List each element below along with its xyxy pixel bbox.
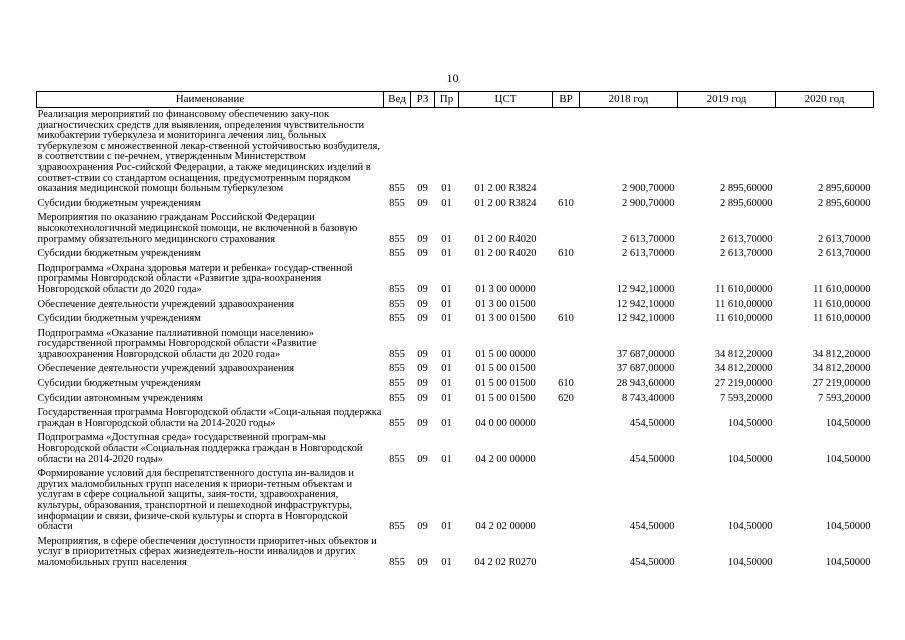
row-ved-cell: 855	[389, 313, 405, 325]
row-2018-cell: 8 743,40000	[622, 392, 675, 404]
row-rz-cell: 09	[417, 283, 428, 295]
row-2020-cell: 27 219,00000	[812, 378, 871, 390]
row-cst-cell: 01 5 00 01500	[475, 363, 536, 375]
row-pr-cell: 01	[441, 197, 452, 209]
row-ved-cell: 855	[389, 197, 405, 209]
row-2020-cell: 104,50000	[825, 521, 871, 533]
table-header	[37, 92, 874, 108]
row-pr-cell: 01	[441, 453, 452, 465]
row-2019-cell: 104,50000	[727, 521, 773, 533]
row-vr-cell: 610	[558, 378, 574, 390]
row-2018-cell: 2 900,70000	[622, 183, 675, 195]
row-ved-cell: 855	[389, 378, 405, 390]
row-pr-cell: 01	[441, 556, 452, 568]
row-pr-cell: 01	[441, 348, 452, 360]
table-row	[37, 362, 874, 377]
column-header-ved: Вед	[384, 92, 411, 108]
table-row	[37, 392, 874, 407]
row-ved-cell: 855	[389, 363, 405, 375]
column-header-2018: 2018 год	[580, 92, 678, 108]
row-2018-cell: 454,50000	[629, 556, 675, 568]
column-header-2020: 2020 год	[776, 92, 874, 108]
row-2019-cell: 11 610,00000	[715, 313, 773, 325]
row-cst-cell: 01 2 00 R4020	[474, 233, 537, 245]
row-2018-cell: 28 943,60000	[616, 378, 675, 390]
row-2018-cell: 2 613,70000	[622, 233, 675, 245]
row-2019-cell: 104,50000	[727, 417, 773, 429]
row-ved-cell: 855	[389, 453, 405, 465]
row-rz-cell: 09	[417, 197, 428, 209]
row-2019-cell: 11 610,00000	[715, 298, 773, 310]
row-ved-cell: 855	[389, 298, 405, 310]
row-2019-cell: 2 895,60000	[720, 183, 773, 195]
row-name-cell: Подпрограмма «Доступная среда» государственной програм-мы Новгородской области «Социальная поддержка граждан в Новгородской области на 2014-2020 годы»	[37, 432, 363, 465]
row-2019-cell: 34 812,20000	[714, 363, 773, 375]
row-cst-cell: 01 2 00 R3824	[474, 183, 537, 195]
row-cst-cell: 01 2 00 R3824	[474, 197, 537, 209]
table-row	[37, 467, 874, 535]
row-ved-cell: 855	[389, 556, 405, 568]
table-row	[37, 535, 874, 571]
row-2019-cell: 34 812,20000	[714, 348, 773, 360]
row-rz-cell: 09	[417, 378, 428, 390]
row-cst-cell: 04 2 02 R0270	[474, 556, 537, 568]
table-row	[37, 108, 874, 197]
row-name-cell: Государственная программа Новгородской области «Соци-альная поддержка граждан в Новгородской области на 2014-2020 годы»	[37, 407, 382, 429]
row-2020-cell: 11 610,00000	[813, 313, 871, 325]
row-2019-cell: 104,50000	[727, 556, 773, 568]
row-vr-cell	[553, 211, 580, 247]
row-ved-cell: 855	[389, 248, 405, 260]
row-cst-cell: 01 3 00 01500	[475, 298, 536, 310]
column-header-pr: Пр	[435, 92, 459, 108]
row-vr-cell	[553, 108, 580, 197]
row-ved-cell: 855	[389, 283, 405, 295]
row-ved-cell: 855	[389, 183, 405, 195]
row-pr-cell: 01	[441, 378, 452, 390]
row-pr-cell: 01	[441, 183, 452, 195]
row-2018-cell: 454,50000	[629, 521, 675, 533]
row-vr-cell	[553, 406, 580, 431]
row-2018-cell: 454,50000	[629, 453, 675, 465]
table-row	[37, 247, 874, 262]
row-2018-cell: 2 613,70000	[622, 248, 675, 260]
row-2020-cell: 2 613,70000	[818, 248, 871, 260]
row-2018-cell: 12 942,10000	[616, 298, 675, 310]
row-cst-cell: 01 3 00 00000	[475, 283, 536, 295]
page-number: 10	[446, 71, 459, 85]
row-2020-cell: 104,50000	[825, 417, 871, 429]
row-2020-cell: 2 895,60000	[818, 183, 871, 195]
row-2019-cell: 2 895,60000	[720, 197, 773, 209]
row-name-cell: Формирование условий для беспрепятственного доступа ин-валидов и других маломобильных групп населения к приори-тетным объектам и услугам в сфере социальной защиты, заня-тости, здравоохранения, культуры, образования, транспортной и пешеходной инфраструктуры, информации и связи, физиче-ской культуры и спорта в Новгородской области	[37, 468, 354, 533]
table-row	[37, 406, 874, 431]
row-vr-cell	[553, 535, 580, 571]
row-name-cell: Подпрограмма «Охрана здоровья матери и ребенка» государ-ственной программы Новгородской области «Развитие здра-воохранения Новгородской области до 2020 года»	[37, 262, 353, 295]
row-2018-cell: 2 900,70000	[622, 197, 675, 209]
row-2020-cell: 34 812,20000	[812, 348, 871, 360]
table-row	[37, 431, 874, 467]
row-vr-cell	[553, 431, 580, 467]
row-name-cell: Субсидии бюджетным учреждениям	[37, 197, 201, 209]
row-2020-cell: 2 613,70000	[818, 233, 871, 245]
row-rz-cell: 09	[417, 183, 428, 195]
row-name-cell: Подпрограмма «Оказание паллиативной помощи населению» государственной программы Новгородской области «Развитие здравоохранения Новгородской области до 2020 года»	[37, 327, 317, 360]
row-name-cell: Субсидии бюджетным учреждениям	[37, 313, 201, 325]
row-rz-cell: 09	[417, 248, 428, 260]
row-vr-cell	[553, 298, 580, 313]
row-pr-cell: 01	[441, 363, 452, 375]
table-row	[37, 312, 874, 327]
table-row	[37, 298, 874, 313]
row-pr-cell: 01	[441, 298, 452, 310]
table-row	[37, 377, 874, 392]
row-2019-cell: 2 613,70000	[720, 233, 773, 245]
row-cst-cell: 04 2 00 00000	[475, 453, 536, 465]
row-pr-cell: 01	[441, 521, 452, 533]
row-ved-cell: 855	[389, 348, 405, 360]
row-pr-cell: 01	[441, 417, 452, 429]
row-name-cell: Реализация мероприятий по финансовому обеспечению заку-пок диагностических средств для выявления, определения чувствительности микобактерии туберкулеза и мониторинга лечения лиц, больных туберкулезом с множественной лекар-ственной устойчивостью возбудителя, в соответствии с пе-речнем, утвержденным Министерством здравоохранения Рос-сийской Федерации, а также медицинских изделий в соответ-ствии со стандартом оснащения, предусмотренным порядком оказания медицинской помощи больным туберкулезом	[37, 109, 381, 195]
row-rz-cell: 09	[417, 392, 428, 404]
row-name-cell: Субсидии автономным учреждениям	[37, 392, 203, 404]
row-2018-cell: 12 942,10000	[616, 313, 675, 325]
row-vr-cell	[553, 362, 580, 377]
row-rz-cell: 09	[417, 521, 428, 533]
row-rz-cell: 09	[417, 363, 428, 375]
column-header-name: Наименование	[37, 92, 384, 108]
row-cst-cell: 04 2 02 00000	[475, 521, 536, 533]
row-2018-cell: 37 687,00000	[616, 363, 675, 375]
column-header-vr: ВР	[553, 92, 580, 108]
row-vr-cell: 610	[558, 248, 574, 260]
row-name-cell: Субсидии бюджетным учреждениям	[37, 248, 201, 260]
row-rz-cell: 09	[417, 348, 428, 360]
row-2019-cell: 27 219,00000	[714, 378, 773, 390]
table-row	[37, 327, 874, 363]
row-vr-cell	[553, 327, 580, 363]
column-header-2019: 2019 год	[678, 92, 776, 108]
row-cst-cell: 01 5 00 00000	[475, 348, 536, 360]
column-header-rz: РЗ	[411, 92, 435, 108]
row-vr-cell: 610	[558, 313, 574, 325]
row-2018-cell: 454,50000	[629, 417, 675, 429]
row-name-cell: Мероприятия, в сфере обеспечения доступности приоритет-ных объектов и услуг в приоритетных сферах жизнедеятель-ности инвалидов и других маломобильных групп населения	[37, 535, 377, 568]
row-2020-cell: 11 610,00000	[813, 298, 871, 310]
row-pr-cell: 01	[441, 283, 452, 295]
row-2020-cell: 11 610,00000	[813, 283, 871, 295]
row-2019-cell: 11 610,00000	[715, 283, 773, 295]
row-cst-cell: 01 2 00 R4020	[474, 248, 537, 260]
row-name-cell: Обеспечение деятельности учреждений здравоохранения	[37, 363, 295, 375]
row-name-cell: Обеспечение деятельности учреждений здравоохранения	[37, 298, 295, 310]
row-ved-cell: 855	[389, 392, 405, 404]
row-2020-cell: 104,50000	[825, 556, 871, 568]
table-row	[37, 211, 874, 247]
row-vr-cell	[553, 467, 580, 535]
row-ved-cell: 855	[389, 521, 405, 533]
row-cst-cell: 01 5 00 01500	[475, 378, 536, 390]
table-body	[37, 108, 874, 571]
row-2018-cell: 12 942,10000	[616, 283, 675, 295]
row-rz-cell: 09	[417, 233, 428, 245]
row-rz-cell: 09	[417, 298, 428, 310]
row-2020-cell: 34 812,20000	[812, 363, 871, 375]
row-vr-cell: 610	[558, 197, 574, 209]
row-2020-cell: 104,50000	[825, 453, 871, 465]
row-2019-cell: 104,50000	[727, 453, 773, 465]
table-row	[37, 262, 874, 298]
row-2018-cell: 37 687,00000	[616, 348, 675, 360]
row-2020-cell: 2 895,60000	[818, 197, 871, 209]
row-rz-cell: 09	[417, 556, 428, 568]
row-name-cell: Субсидии бюджетным учреждениям	[37, 378, 201, 390]
row-cst-cell: 01 3 00 01500	[475, 313, 536, 325]
row-name-cell: Мероприятия по оказанию гражданам Российской Федерации высокотехнологичной медицинской помощи, не включенной в базовую программу обязательного медицинского страхования	[37, 212, 358, 245]
row-pr-cell: 01	[441, 313, 452, 325]
row-pr-cell: 01	[441, 248, 452, 260]
row-vr-cell	[553, 262, 580, 298]
column-header-cst: ЦСТ	[459, 92, 553, 108]
row-cst-cell: 04 0 00 00000	[475, 417, 536, 429]
row-rz-cell: 09	[417, 453, 428, 465]
table-row	[37, 197, 874, 212]
row-2020-cell: 7 593,20000	[818, 392, 871, 404]
row-ved-cell: 855	[389, 233, 405, 245]
row-ved-cell: 855	[389, 417, 405, 429]
row-rz-cell: 09	[417, 313, 428, 325]
budget-table	[36, 91, 874, 571]
row-vr-cell: 620	[558, 392, 574, 404]
row-cst-cell: 01 5 00 01500	[475, 392, 536, 404]
row-pr-cell: 01	[441, 392, 452, 404]
row-rz-cell: 09	[417, 417, 428, 429]
row-2019-cell: 7 593,20000	[720, 392, 773, 404]
row-2019-cell: 2 613,70000	[720, 248, 773, 260]
row-pr-cell: 01	[441, 233, 452, 245]
